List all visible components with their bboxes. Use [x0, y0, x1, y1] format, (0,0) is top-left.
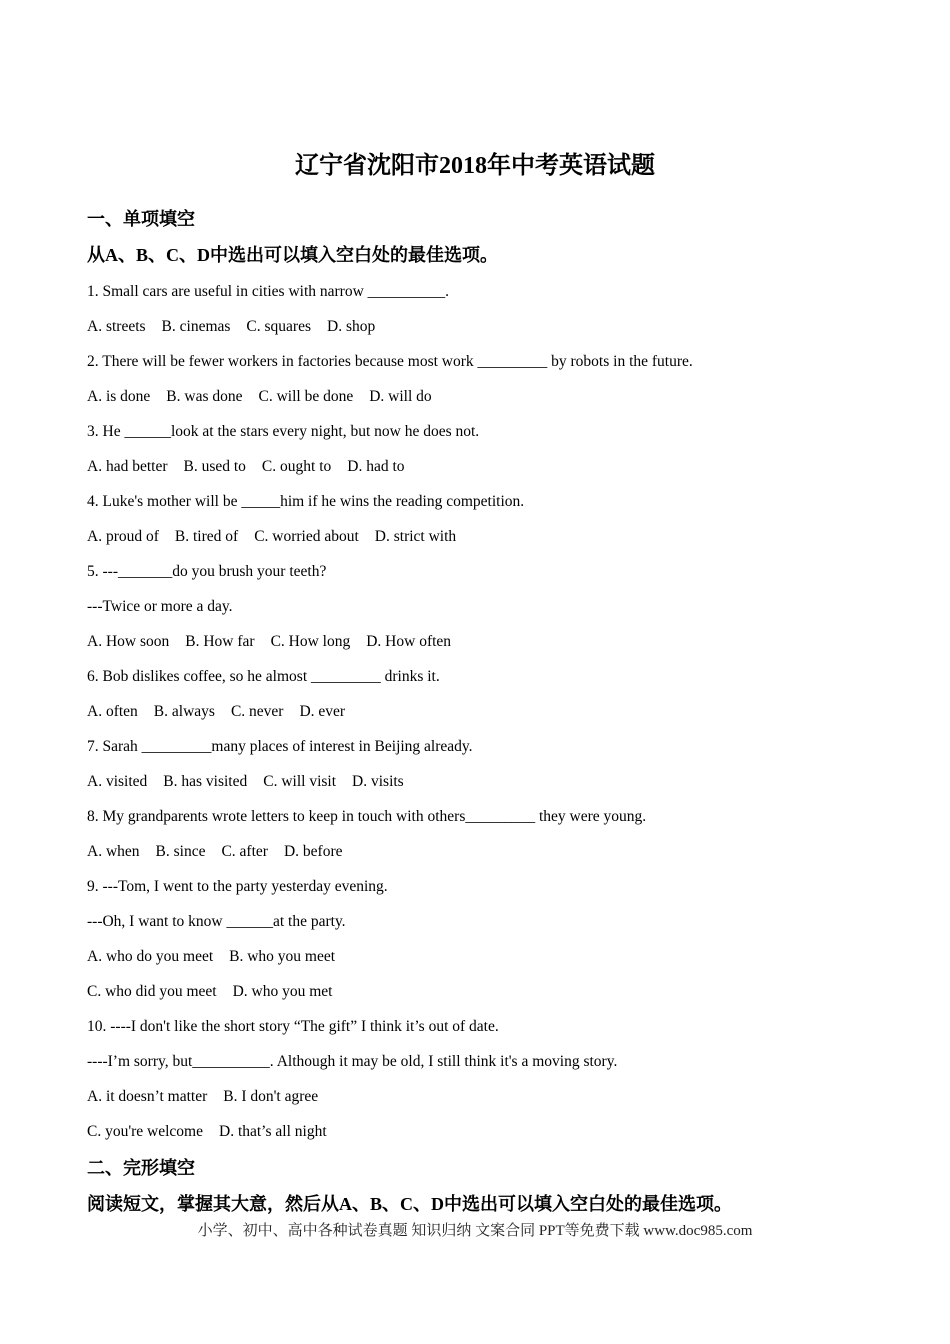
option: A. How soon — [87, 633, 170, 650]
option: B. cinemas — [161, 318, 231, 335]
options-row — [87, 387, 448, 407]
options-row — [87, 842, 358, 862]
section2-heading: 二、完形填空 — [87, 1158, 195, 1178]
option: B. who you meet — [229, 948, 336, 965]
option: A. had better — [87, 458, 168, 475]
option: D. before — [283, 843, 343, 860]
option: C. who did you meet — [87, 983, 217, 1000]
option: D. strict with — [374, 528, 457, 545]
option: B. always — [153, 703, 215, 720]
option: C. squares — [246, 318, 311, 335]
options-row — [87, 317, 391, 337]
options-row — [87, 1087, 334, 1107]
option: C. worried about — [254, 528, 359, 545]
option: B. was done — [166, 388, 243, 405]
option: B. I don't agree — [223, 1088, 319, 1105]
page-title: 辽宁省沈阳市2018年中考英语试题 — [295, 153, 655, 179]
option: A. it doesn’t matter — [87, 1088, 208, 1105]
option: B. has visited — [163, 773, 248, 790]
option: B. How far — [185, 633, 255, 650]
option: C. ought to — [261, 458, 332, 475]
question-stem: 7. Sarah _________many places of interest in Beijing already. — [87, 738, 473, 755]
options-row — [87, 772, 420, 792]
option: C. you're welcome — [87, 1123, 203, 1140]
options-row — [87, 632, 467, 652]
option: A. when — [87, 843, 140, 860]
option: D. ever — [299, 703, 346, 720]
option: D. will do — [369, 388, 432, 405]
option: C. will be done — [258, 388, 354, 405]
question-stem: 4. Luke's mother will be _____him if he wins the reading competition. — [87, 493, 525, 510]
options-row — [87, 982, 348, 1002]
option: C. will visit — [263, 773, 337, 790]
option: A. often — [87, 703, 138, 720]
section1-instruction: 从A、B、C、D中选出可以填入空白处的最佳选项。 — [87, 245, 499, 265]
option: C. How long — [270, 633, 351, 650]
options-row — [87, 457, 421, 477]
option: D. had to — [347, 458, 405, 475]
question-stem: 5. ---_______do you brush your teeth? — [87, 563, 327, 580]
question-stem: ---Twice or more a day. — [87, 598, 233, 615]
option: A. who do you meet — [87, 948, 214, 965]
options-row — [87, 702, 361, 722]
option: D. visits — [352, 773, 404, 790]
option: D. that’s all night — [219, 1123, 327, 1140]
option: B. used to — [183, 458, 246, 475]
question-stem: 2. There will be fewer workers in factories because most work _________ by robots in the future. — [87, 353, 693, 370]
option: D. shop — [327, 318, 376, 335]
options-row — [87, 527, 472, 547]
question-stem: ----I’m sorry, but__________. Although it may be old, I still think it's a moving story. — [87, 1053, 618, 1070]
option: B. tired of — [174, 528, 239, 545]
question-stem: 6. Bob dislikes coffee, so he almost _________ drinks it. — [87, 668, 440, 685]
option: A. streets — [87, 318, 146, 335]
option: A. is done — [87, 388, 151, 405]
option: D. who you met — [232, 983, 333, 1000]
option: C. never — [230, 703, 284, 720]
question-stem: 8. My grandparents wrote letters to keep in touch with others_________ they were young. — [87, 808, 647, 825]
question-stem: 3. He ______look at the stars every night, but now he does not. — [87, 423, 480, 440]
section2-instruction: 阅读短文，掌握其大意，然后从A、B、C、D中选出可以填入空白处的最佳选项。 — [87, 1194, 732, 1214]
option: A. visited — [87, 773, 148, 790]
section1-heading: 一、单项填空 — [87, 209, 195, 229]
options-row — [87, 1122, 343, 1142]
question-stem: ---Oh, I want to know ______at the party. — [87, 913, 346, 930]
question-stem: 10. ----I don't like the short story “The gift” I think it’s out of date. — [87, 1018, 499, 1035]
option: A. proud of — [87, 528, 159, 545]
option: D. How often — [366, 633, 452, 650]
option: B. since — [155, 843, 206, 860]
question-stem: 9. ---Tom, I went to the party yesterday evening. — [87, 878, 388, 895]
options-row — [87, 947, 351, 967]
option: C. after — [221, 843, 268, 860]
question-stem: 1. Small cars are useful in cities with narrow __________. — [87, 283, 450, 300]
page-footer: 小学、初中、高中各种试卷真题 知识归纳 文案合同 PPT等免费下载 www.doc985.com — [197, 1223, 753, 1239]
